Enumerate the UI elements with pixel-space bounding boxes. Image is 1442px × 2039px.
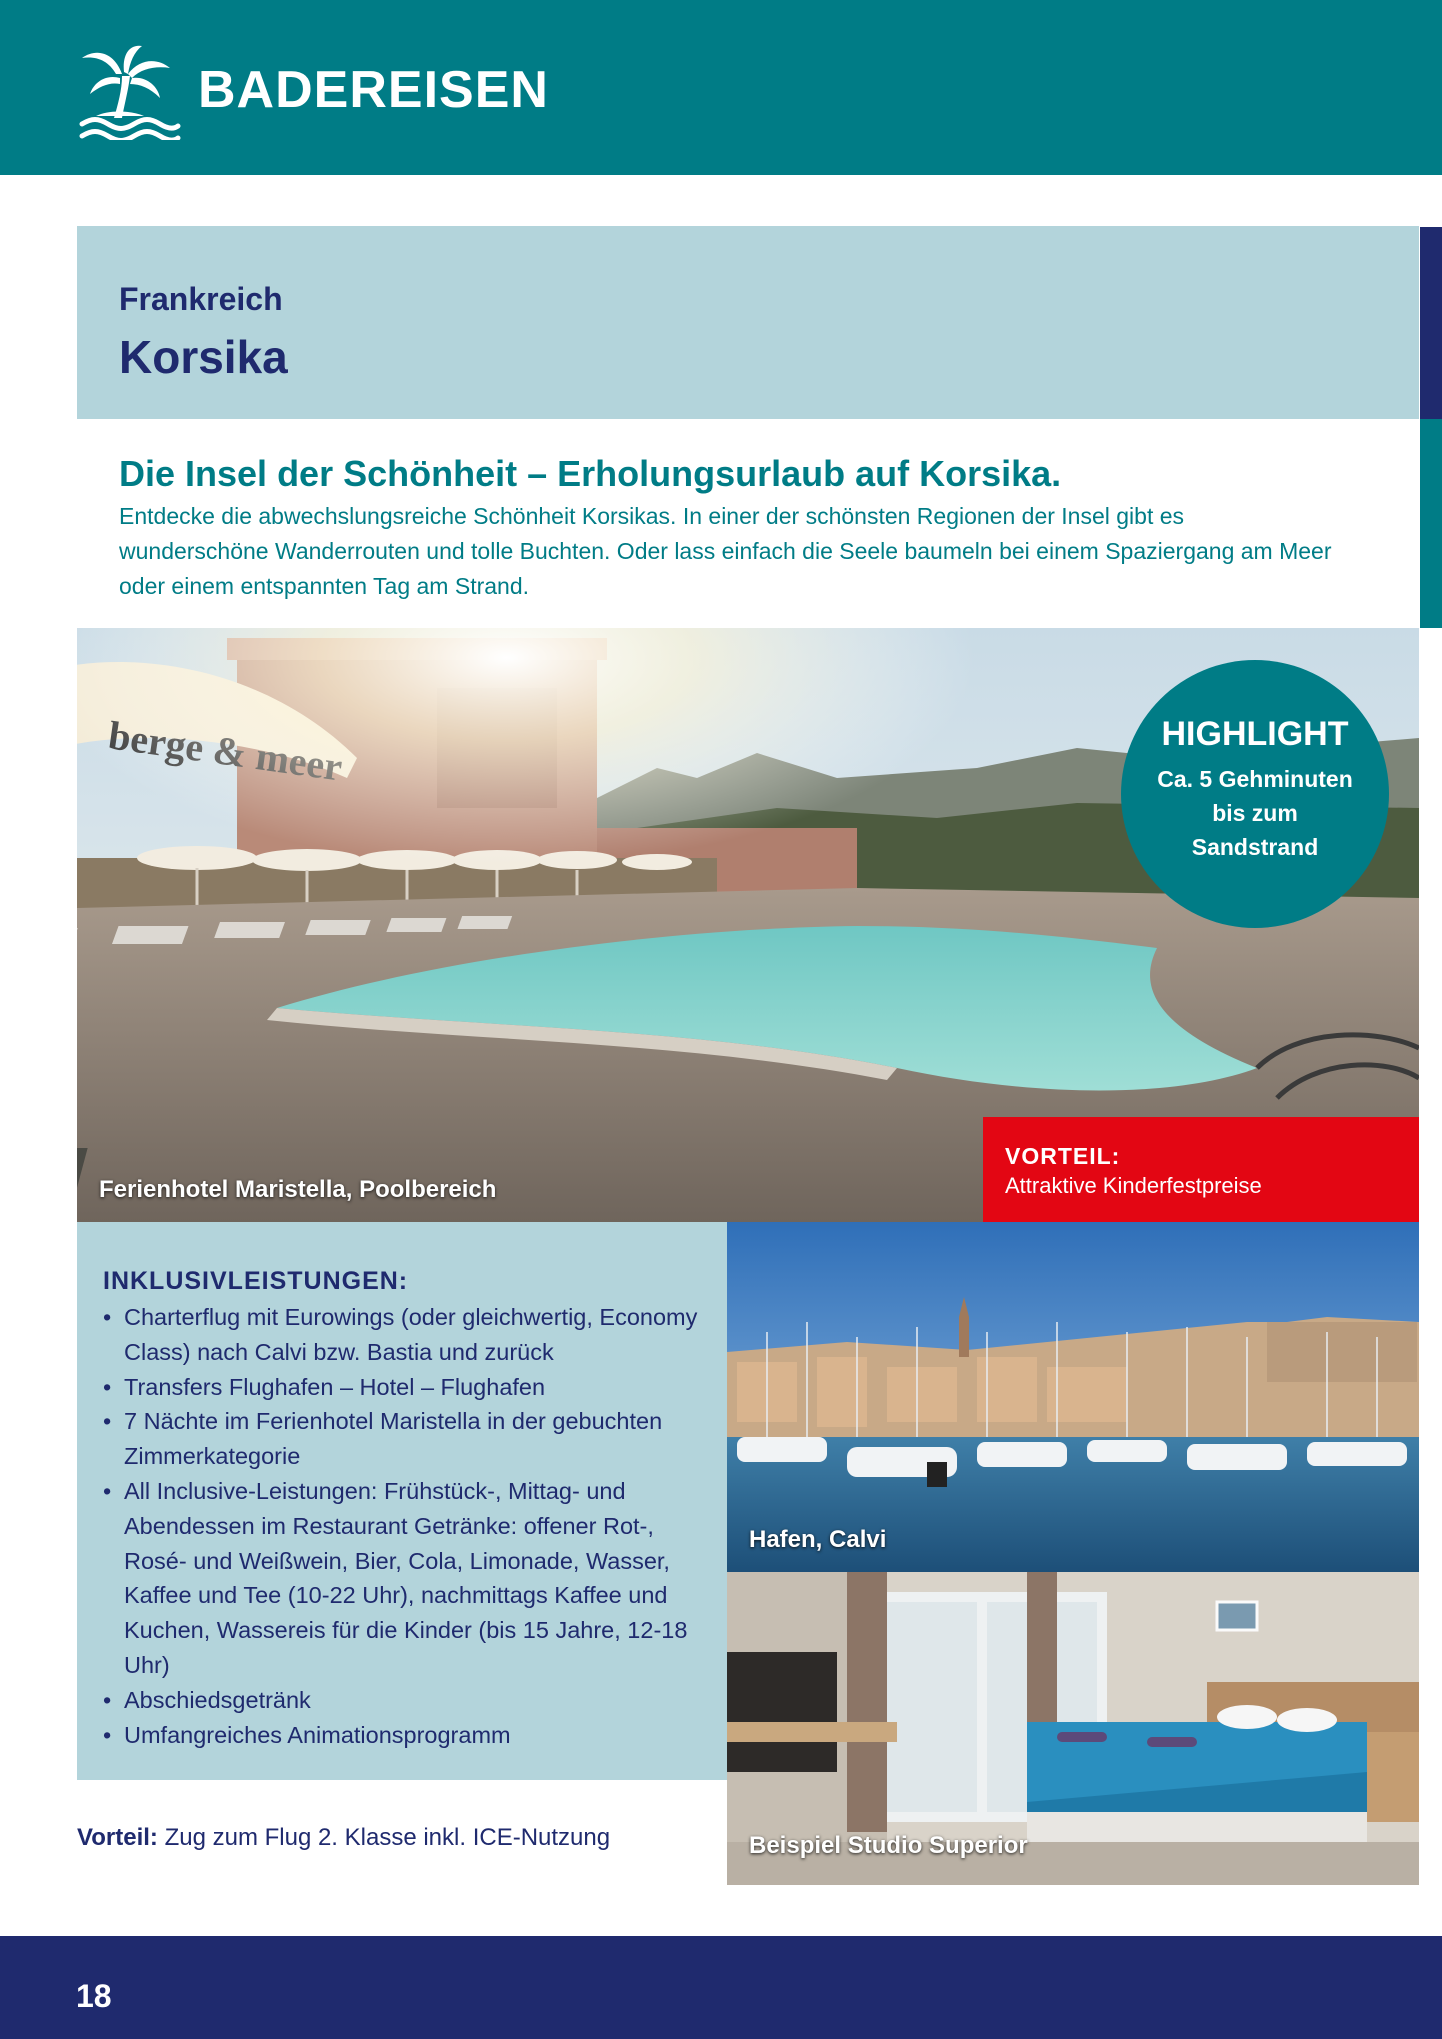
inclusive-services-box <box>77 1222 727 1780</box>
intro-text: Entdecke die abwechslungsreiche Schönheit Korsikas. In einer der schönsten Regionen der Insel gibt es wunderschöne Wanderrouten und tolle Buchten. Oder lass einfach die Seele baumeln bei einem Spaziergang am Meer oder einem entspannten Tag am Strand. <box>119 503 1332 599</box>
highlight-badge <box>1121 660 1389 928</box>
list-item: • Charterflug mit Eurowings (oder gleichwertig, Economy Class) nach Calvi bzw. Bastia und zurück <box>103 1300 707 1370</box>
vorteil-box <box>983 1117 1419 1222</box>
hero-caption: Ferienhotel Maristella, Poolbereich <box>99 1176 497 1203</box>
list-item: • All Inclusive-Leistungen: Frühstück-, Mittag- und Abendessen im Restaurant Getränke: offener Rot-, Rosé- und Weißwein, Bier, Cola, Limonade, Wasser, Kaffee und Tee (10-22 Uhr), nachmittags Kaffee und Kuchen, Wassereis für die Kinder (bis 15 Jahre, 12-18 Uhr) <box>103 1474 707 1683</box>
page-footer <box>0 1936 1442 2039</box>
region-title: Korsika <box>119 331 288 383</box>
vorteil-text: Attraktive Kinderfestpreise <box>1005 1173 1262 1198</box>
side-accent-teal <box>1420 419 1442 628</box>
vorteil-label: VORTEIL: <box>1005 1143 1121 1169</box>
vorteil-note-text: Zug zum Flug 2. Klasse inkl. ICE-Nutzung <box>157 1824 611 1851</box>
page-number: 18 <box>76 1978 112 2014</box>
harbor-caption: Hafen, Calvi <box>749 1526 887 1553</box>
harbor-photo <box>727 1222 1419 1572</box>
harbor-illustration <box>727 1222 1419 1572</box>
room-photo <box>727 1572 1419 1885</box>
hero-image <box>77 628 1419 1222</box>
side-accent-navy <box>1420 227 1442 419</box>
palm-beach-icon <box>78 44 182 140</box>
list-item: • Umfangreiches Animationsprogramm <box>103 1718 707 1753</box>
country-label: Frankreich <box>119 281 283 317</box>
inclusive-heading: INKLUSIVLEISTUNGEN: <box>103 1267 409 1295</box>
list-item: • 7 Nächte im Ferienhotel Maristella in der gebuchten Zimmerkategorie <box>103 1404 707 1474</box>
section-title: BADEREISEN <box>198 61 549 119</box>
room-caption: Beispiel Studio Superior <box>749 1832 1028 1859</box>
highlight-text: Ca. 5 Gehminuten bis zum Sandstrand <box>1157 766 1353 860</box>
intro-heading: Die Insel der Schönheit – Erholungsurlaub auf Korsika. <box>119 453 1062 494</box>
highlight-title: HIGHLIGHT <box>1161 715 1349 753</box>
destination-band <box>77 226 1419 419</box>
vorteil-note <box>77 1822 610 1854</box>
page-header <box>0 0 1442 175</box>
vorteil-note-label: Vorteil: <box>77 1824 158 1851</box>
inclusive-list <box>103 1300 707 1752</box>
list-item: • Abschiedsgetränk <box>103 1683 707 1718</box>
list-item: • Transfers Flughafen – Hotel – Flughafen <box>103 1370 707 1405</box>
